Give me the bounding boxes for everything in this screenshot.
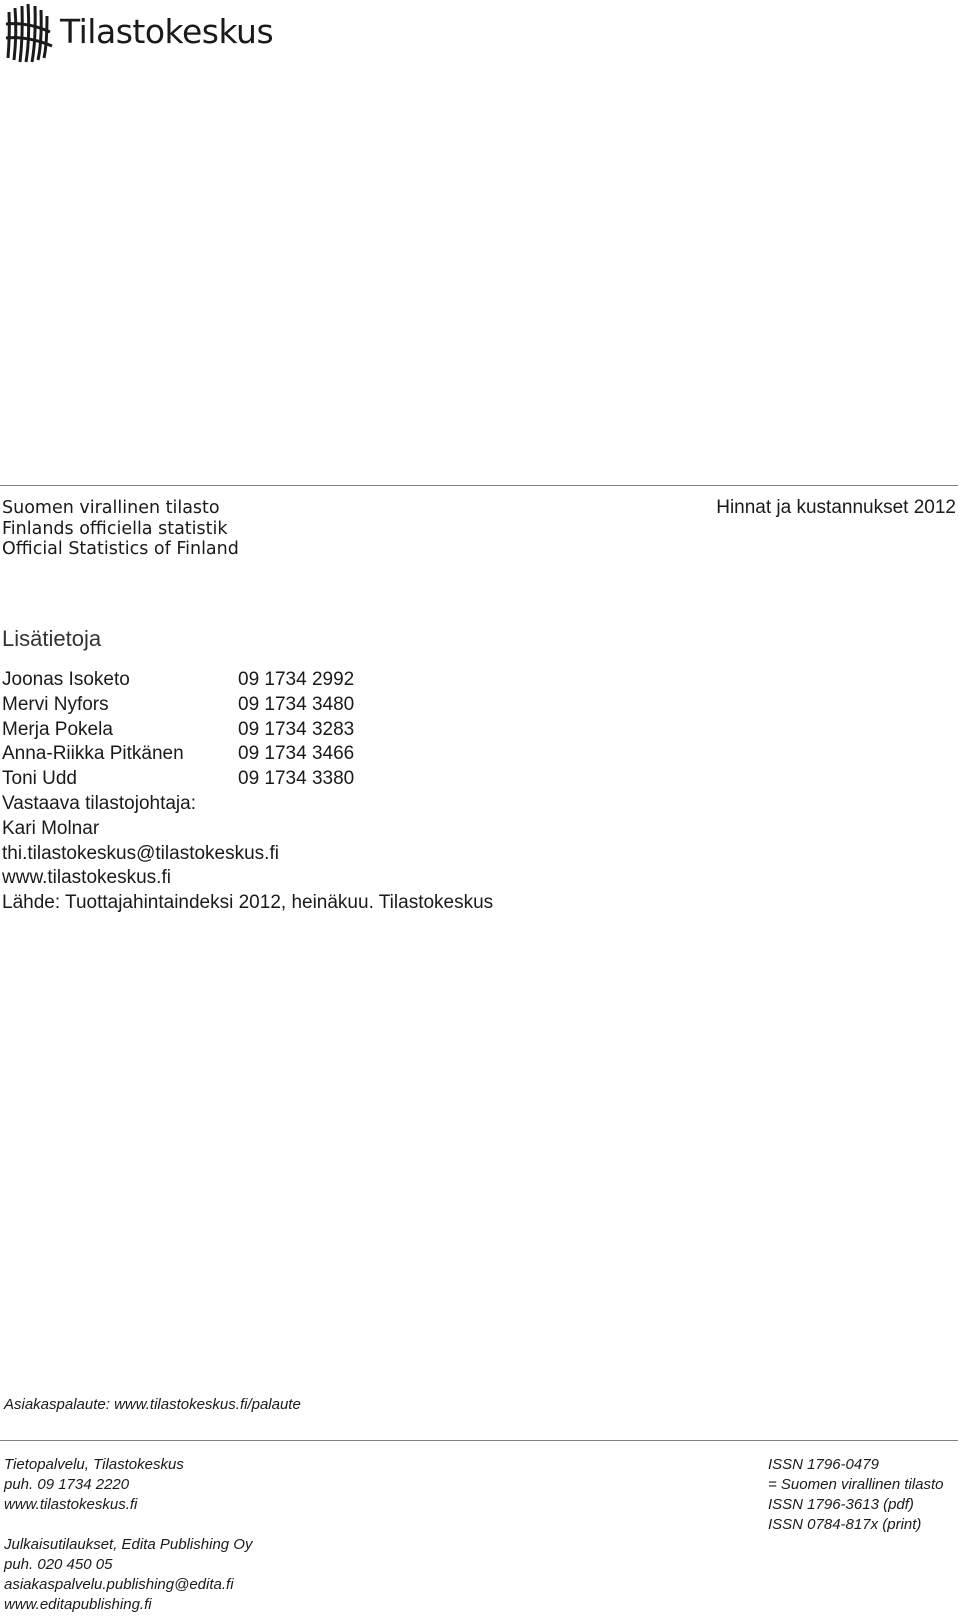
contact-name: Merja Pokela [2,718,113,740]
contact-phone: 09 1734 3466 [238,743,355,765]
contact-name: Anna-Riikka Pitkänen [2,743,184,765]
footer-contact [4,1455,252,1615]
tilastokeskus-logo [4,2,284,66]
official-statistics-label [2,498,239,560]
footer-line: asiakaspalvelu.publishing@edita.fi [4,1576,234,1593]
issn-line: ISSN 0784-817x (print) [768,1516,922,1533]
footer-line: Julkaisutilaukset, Edita Publishing Oy [4,1536,253,1553]
contact-row [2,668,493,693]
official-statistics-en: Official Statistics of Finland [2,539,239,559]
footer-gap [4,1515,252,1535]
footer-line: puh. 020 450 05 [4,1556,113,1573]
contact-website: www.tilastokeskus.fi [2,867,171,889]
issn-line: ISSN 1796-3613 (pdf) [768,1496,914,1513]
header-divider [0,485,958,486]
logo-text: Tilastokeskus [60,12,274,51]
contact-name: Joonas Isoketo [2,669,130,690]
director-label: Vastaava tilastojohtaja: [2,792,196,814]
contact-email: thi.tilastokeskus@tilastokeskus.fi [2,842,279,864]
footer-issn [768,1455,944,1535]
contact-phone: 09 1734 3283 [238,718,355,740]
section-title: Lisätietoja [2,626,102,651]
contact-info [2,668,493,916]
footer-line: puh. 09 1734 2220 [4,1476,130,1493]
publication-title: Hinnat ja kustannukset 2012 [716,497,956,518]
director-name: Kari Molnar [2,817,100,839]
contact-phone: 09 1734 2992 [238,669,355,690]
official-statistics-sv: Finlands officiella statistik [2,518,228,539]
footer-divider [0,1440,958,1441]
footer-line: Tietopalvelu, Tilastokeskus [4,1456,184,1473]
contact-row [2,693,493,718]
contact-row [2,742,493,767]
footer-line: www.tilastokeskus.fi [4,1496,138,1513]
source-line: Lähde: Tuottajahintaindeksi 2012, heinäkuu. Tilastokeskus [2,892,494,914]
official-statistics-fi: Suomen virallinen tilasto [2,498,220,518]
tilastokeskus-logo-icon [4,2,56,66]
issn-line: ISSN 1796-0479 [768,1456,879,1473]
contact-name: Toni Udd [2,768,77,790]
contact-row [2,767,493,792]
contact-phone: 09 1734 3480 [238,693,355,715]
customer-feedback-link: Asiakaspalaute: www.tilastokeskus.fi/palaute [4,1396,301,1413]
contact-name: Mervi Nyfors [2,693,109,715]
contact-phone: 09 1734 3380 [238,768,355,790]
footer-line: www.editapublishing.fi [4,1596,152,1613]
contact-row [2,718,493,743]
issn-line: = Suomen virallinen tilasto [768,1476,944,1493]
